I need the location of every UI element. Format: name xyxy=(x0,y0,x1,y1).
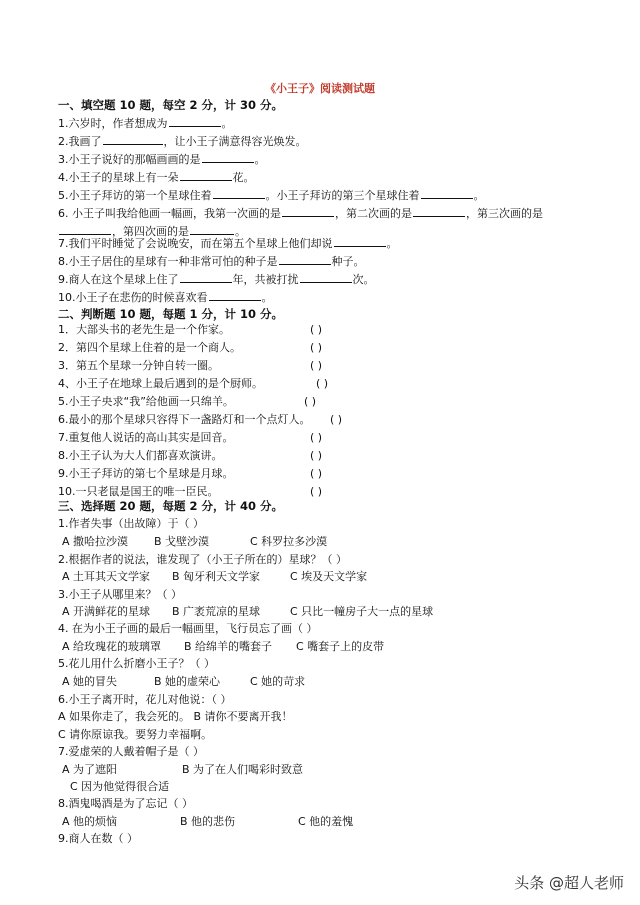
answer-blank xyxy=(169,116,221,127)
q6-text-c: ，第三次画的是 xyxy=(466,207,543,220)
fill-question-2 xyxy=(58,134,307,149)
q8-text-b: 种子。 xyxy=(331,255,365,268)
q6-text-e: 。 xyxy=(235,225,246,238)
q7-text-a: 7.我们平时睡觉了会说晚安，而在第五个星球上他们却说 xyxy=(58,237,333,250)
answer-paren: ( ) xyxy=(310,341,323,354)
section-2-heading: 二、判断题 10 题，每题 1 分，计 10 分。 xyxy=(58,307,284,321)
answer-paren: ( ) xyxy=(310,467,323,480)
choice-question-9: 9.商人在数（ ） xyxy=(58,832,138,845)
choice-options-4 xyxy=(62,640,384,654)
judge-item-3: 3．第五个星球一分钟自转一圈。 xyxy=(58,359,219,372)
judge-item-4: 4、小王子在地球上最后遇到的是个厨师。 xyxy=(58,377,263,390)
answer-paren: ( ) xyxy=(304,395,317,408)
choice-options-8 xyxy=(62,815,353,829)
answer-blank xyxy=(300,272,352,283)
option-b: B 给绵羊的嘴套子 xyxy=(184,640,273,653)
choice-question-4: 4. 在为小王子画的最后一幅画里，飞行员忘了画（ ） xyxy=(58,622,318,635)
q6-text-b: ，第二次画的是 xyxy=(335,207,412,220)
q5-text-c: 。 xyxy=(473,189,485,202)
option-b: B 戈壁沙漠 xyxy=(154,535,210,548)
option-b: B 广袤荒凉的星球 xyxy=(172,605,261,618)
answer-paren: ( ) xyxy=(316,377,329,390)
answer-blank xyxy=(180,170,232,181)
q10-text-b: 。 xyxy=(261,291,273,304)
choice-options-7 xyxy=(62,763,303,777)
option-b: B 他的悲伤 xyxy=(180,815,236,828)
option-c: C 她的苛求 xyxy=(250,675,306,688)
q3-text-b: 。 xyxy=(254,153,266,166)
option-a: A 他的烦恼 xyxy=(62,815,118,828)
fill-question-8 xyxy=(58,254,365,269)
option-c: C 他的羞愧 xyxy=(298,815,354,828)
answer-blank xyxy=(213,188,265,199)
judge-item-8: 8.小王子认为大人们都喜欢演讲。 xyxy=(58,449,223,462)
judge-item-1: 1．大部头书的老先生是一个作家。 xyxy=(58,323,230,336)
answer-blank xyxy=(190,224,234,235)
option-a: A 给玫瑰花的玻璃罩 xyxy=(62,640,162,653)
choice-options-3 xyxy=(62,605,433,619)
answer-blank xyxy=(59,224,111,235)
q10-text-a: 10.小王子在悲伤的时候喜欢看 xyxy=(58,291,208,304)
choice-options-5 xyxy=(62,675,305,689)
section-1-heading: 一、填空题 10 题，每空 2 分，计 30 分。 xyxy=(58,98,284,112)
q5-text-a: 5.小王子拜访的第一个星球住着 xyxy=(58,189,212,202)
choice-options-6-ab: A 如果你走了，我会死的。 B 请你不要离开我！ xyxy=(58,710,293,723)
choice-question-7: 7.爱虚荣的人戴着帽子是（ ） xyxy=(58,745,204,758)
fill-question-3 xyxy=(58,152,266,167)
choice-question-3: 3.小王子从哪里来？（ ） xyxy=(58,588,182,601)
option-a: A 开满鲜花的星球 xyxy=(62,605,151,618)
option-a: A 她的冒失 xyxy=(62,675,118,688)
answer-paren: ( ) xyxy=(310,323,323,336)
q4-text-b: 花。 xyxy=(232,171,255,184)
fill-question-1 xyxy=(58,116,233,131)
fill-question-4 xyxy=(58,170,255,185)
option-b: B 匈牙利天文学家 xyxy=(172,570,261,583)
fill-question-10 xyxy=(58,290,273,305)
q9-text-c: 次。 xyxy=(352,273,375,286)
q7-container xyxy=(58,236,398,251)
fill-question-6-line1 xyxy=(58,206,543,221)
choice-options-1 xyxy=(62,535,327,549)
option-c: C 科罗拉多沙漠 xyxy=(250,535,328,548)
q6-text-d: ，第四次画的是 xyxy=(112,225,189,238)
fill-question-9 xyxy=(58,272,375,287)
option-c: C 嘴套子上的皮带 xyxy=(296,640,385,653)
q9-text-a: 9.商人在这个星球上住了 xyxy=(58,273,179,286)
judge-item-9: 9.小王子拜访的第七个星球是月球。 xyxy=(58,467,234,480)
choice-question-5: 5.花儿用什么折磨小王子？（ ） xyxy=(58,657,215,670)
answer-paren: ( ) xyxy=(310,359,323,372)
answer-blank xyxy=(413,206,465,217)
q1-text-a: 1.六岁时，作者想成为 xyxy=(58,117,168,130)
source-watermark: 头条 @超人老师 xyxy=(514,874,624,892)
q2-text-a: 2.我画了 xyxy=(58,135,102,148)
q8-text-a: 8.小王子居住的星球有一种非常可怕的种子是 xyxy=(58,255,278,268)
choice-question-6: 6.小王子离开时，花儿对他说：（ ） xyxy=(58,693,232,706)
answer-paren: ( ) xyxy=(330,413,343,426)
q6-text-a: 6. 小王子叫我给他画一幅画，我第一次画的是 xyxy=(58,207,281,220)
q7-text-b: 。 xyxy=(386,237,398,250)
answer-blank xyxy=(334,236,386,247)
answer-blank xyxy=(180,272,232,283)
judge-item-10: 10.一只老鼠是国王的唯一臣民。 xyxy=(58,485,219,498)
judge-item-7: 7.重复他人说话的高山其实是回音。 xyxy=(58,431,234,444)
choice-options-6-c: C 请你原谅我。要努力幸福啊。 xyxy=(58,728,213,741)
answer-paren: ( ) xyxy=(310,431,323,444)
option-b: B 她的虚荣心 xyxy=(154,675,221,688)
choice-question-2: 2.根据作者的说法，谁发现了（小王子所在的）星球？（ ） xyxy=(58,553,347,566)
q5-text-b: 。小王子拜访的第三个星球住着 xyxy=(265,189,420,202)
choice-question-8: 8.酒鬼喝酒是为了忘记（ ） xyxy=(58,797,193,810)
answer-blank xyxy=(202,152,254,163)
option-b: B 为了在人们喝彩时致意 xyxy=(182,763,304,776)
answer-blank xyxy=(103,134,163,145)
judge-item-2: 2．第四个星球上住着的是一个商人。 xyxy=(58,341,241,354)
answer-blank xyxy=(282,206,334,217)
q2-text-b: ，让小王子满意得容光焕发。 xyxy=(163,135,307,148)
choice-question-1: 1.作者失事（出故障）于（ ） xyxy=(58,517,204,530)
option-c: C 埃及天文学家 xyxy=(290,570,368,583)
q3-text-a: 3.小王子说好的那幅画画的是 xyxy=(58,153,201,166)
option-a: A 土耳其天文学家 xyxy=(62,570,151,583)
page-title: 《小王子》阅读测试题 xyxy=(265,82,375,95)
option-c: C 只比一幢房子大一点的星球 xyxy=(290,605,434,618)
q4-text-a: 4.小王子的星球上有一朵 xyxy=(58,171,179,184)
answer-blank xyxy=(421,188,473,199)
answer-paren: ( ) xyxy=(310,485,323,498)
fill-question-5 xyxy=(58,188,485,203)
answer-blank xyxy=(209,290,261,301)
answer-paren: ( ) xyxy=(310,449,323,462)
judge-item-5: 5.小王子央求“我”给他画一只绵羊。 xyxy=(58,395,234,408)
option-a: A 为了遮阳 xyxy=(62,763,118,776)
judge-item-6: 6.最小的那个星球只容得下一盏路灯和一个点灯人。 xyxy=(58,413,311,426)
choice-options-2 xyxy=(62,570,367,584)
q9-text-b: 年，共被打扰 xyxy=(232,273,299,286)
q1-text-b: 。 xyxy=(221,117,233,130)
section-3-heading: 三、选择题 20 题，每题 2 分，计 40 分。 xyxy=(58,499,284,513)
option-a: A 撒哈拉沙漠 xyxy=(62,535,129,548)
answer-blank xyxy=(279,254,331,265)
choice-options-7-c: C 因为他觉得很合适 xyxy=(70,780,170,793)
